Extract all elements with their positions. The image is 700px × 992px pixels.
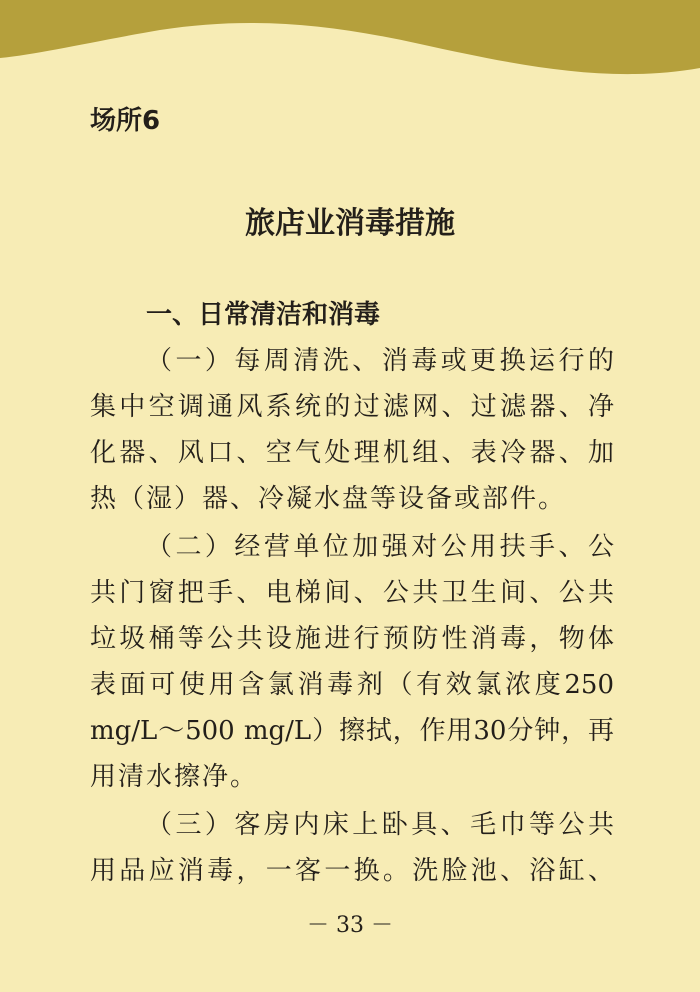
paragraph-line: （一）每周清洗、消毒或更换运行的 [146, 346, 614, 376]
paragraph-line: 共门窗把手、电梯间、公共卫生间、公共 [90, 578, 614, 608]
paragraph-line: 表面可使用含氯消毒剂（有效氯浓度250 [90, 670, 614, 700]
paragraph-line: 热（湿）器、冷凝水盘等设备或部件。 [90, 484, 567, 514]
paragraph-line: （二）经营单位加强对公用扶手、公 [146, 532, 614, 562]
section-heading: 一、日常清洁和消毒 [146, 300, 381, 330]
paragraph-line: 用清水擦净。 [90, 762, 259, 792]
paragraph-line: 垃圾桶等公共设施进行预防性消毒，物体 [90, 624, 614, 654]
page-number: － 33 － [307, 913, 393, 938]
section-tag: 场所6 [90, 106, 161, 136]
paragraph-line: 用品应消毒，一客一换。洗脸池、浴缸、 [90, 856, 614, 886]
decorative-wave-banner [0, 0, 700, 80]
paragraph-line: 化器、风口、空气处理机组、表冷器、加 [90, 438, 614, 468]
paragraph-line: （三）客房内床上卧具、毛巾等公共 [146, 810, 614, 840]
paragraph-line: mg/L～500 mg/L）擦拭，作用30分钟，再 [90, 716, 614, 746]
page-title: 旅店业消毒措施 [245, 206, 455, 241]
paragraph-line: 集中空调通风系统的过滤网、过滤器、净 [90, 392, 614, 422]
